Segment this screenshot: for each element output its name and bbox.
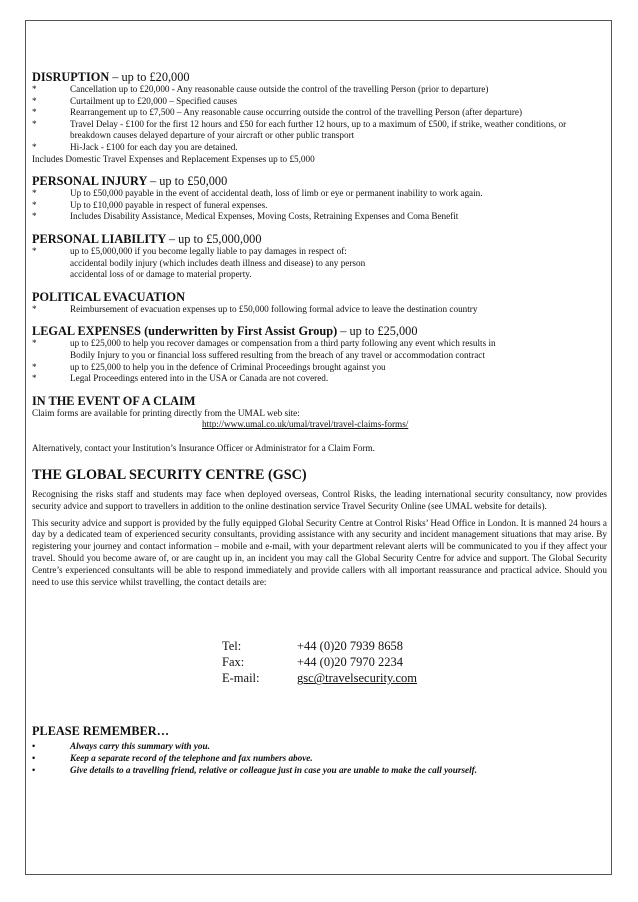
contact-email [222,670,607,686]
fax-value: +44 (0)20 7970 2234 [297,655,403,670]
list-item-text: Up to £50,000 payable in the event of accidental death, loss of limb or eye or permanent inability to work again. [70,188,483,199]
gsc-paragraph-2: This security advice and support is provided by the fully equipped Global Security Centre at Control Risks’ Head Office in London. It is manned 24 hours a day by a dedicated team of experienced security consultants, providing assistance with any security and incident management situations that may arise. By registering your journey and contact information – mobile and e-mail, with your department relevant alerts will be communicated to you if they affect your travel. Should you become aware of, or are caught up in, an incident you may call the Global Security Centre for advice and support. The Global Security Centre’s experienced consultants will be able to respond immediately and provide callers with all important reassurance and practical advice. Should you need to use this service whilst travelling, the contact details are: [32,517,607,587]
list-item [32,84,607,96]
bullet: • [32,765,36,776]
bullet: * [32,338,37,349]
claim-url-row [32,419,607,431]
section-disruption [32,70,607,165]
contact-tel [222,638,607,654]
bullet: • [32,753,36,764]
bullet: * [32,303,37,314]
list-item-text: Keep a separate record of the telephone and fax numbers above. [70,753,313,764]
legal-expenses-heading [32,324,607,338]
political-evacuation-title: POLITICAL EVACUATION [32,289,185,304]
liability-subline: accidental bodily injury (which includes death illness and disease) to any person [70,257,366,268]
remember-title: PLEASE REMEMBER… [32,724,169,739]
list-item [32,119,607,142]
list-item [32,362,607,374]
bullet: * [32,361,37,372]
list-item-text: Up to £10,000 payable in respect of funeral expenses. [70,199,268,210]
claim-alternative: Alternatively, contact your Institution’s Insurance Officer or Administrator for a Claim Form. [32,443,375,454]
bullet: * [32,95,37,106]
list-item-text: Includes Disability Assistance, Medical Expenses, Moving Costs, Retraining Expenses and Coma Benefit [70,211,459,222]
gsc-paragraph-1: Recognising the risks staff and students may face when deployed overseas, Control Risks, the leading international security consultancy, now provides security advice and support to travellers in addition to the online destination service Travel Security Online (see UMAL website for details). [32,489,607,511]
list-item [32,740,607,752]
list-item-text: Give details to a travelling friend, relative or colleague just in case you are unable to make the call yourself. [70,765,478,776]
list-item [32,246,607,258]
disruption-footer: Includes Domestic Travel Expenses and Replacement Expenses up to £5,000 [32,153,315,164]
list-item-text: up to £25,000 to help you in the defence of Criminal Proceedings brought against you [70,361,386,372]
email-label: E-mail: [222,671,260,686]
email-link[interactable]: gsc@travelsecurity.com [297,671,418,686]
bullet: * [32,245,37,256]
bullet: * [32,373,37,384]
contact-fax [222,654,607,670]
bullet: * [32,188,37,199]
section-gsc [32,467,607,686]
personal-liability-limit: – up to £5,000,000 [168,231,262,246]
list-item-text: Always carry this summary with you. [70,741,210,752]
list-item [32,752,607,764]
bullet: * [32,141,37,152]
tel-value: +44 (0)20 7939 8658 [297,639,403,654]
list-item-text: up to £25,000 to help you recover damages or compensation from a third party following any event which results in [70,338,496,349]
bullet: • [32,741,36,752]
tel-label: Tel: [222,639,242,654]
personal-injury-heading [32,174,607,188]
list-item [32,107,607,119]
disruption-title: DISRUPTION [32,70,110,84]
list-item [32,304,607,316]
bullet: * [32,84,37,94]
claim-intro: Claim forms are available for printing directly from the UMAL web site: [32,407,300,418]
personal-injury-title: PERSONAL INJURY [32,174,147,189]
bullet: * [32,199,37,210]
disruption-heading [32,70,607,84]
disruption-limit: – up to £20,000 [112,70,190,84]
list-item-text: up to £5,000,000 if you become legally liable to pay damages in respect of: [70,245,347,256]
gsc-contacts [222,638,607,686]
list-item-text: Legal Proceedings entered into in the USA or Canada are not covered. [70,373,329,384]
list-item-text: Hi-Jack - £100 for each day you are detained. [70,141,238,152]
list-item [32,96,607,108]
list-item-text: Rearrangement up to £7,500 – Any reasonable cause occurring outside the control of the travelling Person (after departure) [70,107,523,118]
document-body [32,70,607,776]
claim-title: IN THE EVENT OF A CLAIM [32,393,196,408]
fax-label: Fax: [222,655,245,670]
bullet: * [32,118,37,129]
claim-forms-link[interactable]: http://www.umal.co.uk/umal/travel/travel-claims-forms/ [202,419,409,430]
legal-expenses-title: LEGAL EXPENSES (underwritten by First Assist Group) [32,324,338,339]
personal-liability-title: PERSONAL LIABILITY [32,231,166,246]
section-remember [32,724,607,776]
personal-injury-limit: – up to £50,000 [150,174,228,189]
list-item [32,338,607,350]
section-personal-liability [32,232,607,281]
personal-liability-heading [32,232,607,246]
gsc-title: THE GLOBAL SECURITY CENTRE (GSC) [32,467,307,484]
bullet: * [32,211,37,222]
legal-subline: Bodily Injury to you or financial loss suffered resulting from the breach of any travel or accommodation contract [70,349,485,360]
liability-subline: accidental loss of or damage to material property. [70,269,252,280]
section-claim [32,394,607,455]
bullet: * [32,107,37,118]
list-item [32,188,607,200]
list-item [32,200,607,212]
section-personal-injury [32,174,607,223]
list-item-text: Travel Delay - £100 for the first 12 hours and £50 for each further 12 hours, up to a maximum of £500, if strike, weather conditions, or breakdown causes delayed departure of your aircraft or other public transport [70,118,567,141]
section-political-evacuation [32,290,607,316]
section-legal-expenses [32,324,607,384]
list-item [32,142,607,154]
list-item [32,211,607,223]
list-item-text: Cancellation up to £20,000 - Any reasonable cause outside the control of the travelling Person (prior to departure) [70,84,489,94]
list-item [32,373,607,385]
list-item-text: Curtailment up to £20,000 – Specified causes [70,95,238,106]
list-item [32,764,607,776]
legal-expenses-limit: – up to £25,000 [340,324,418,339]
list-item-text: Reimbursement of evacuation expenses up to £50,000 following formal advice to leave the destination country [70,303,478,314]
